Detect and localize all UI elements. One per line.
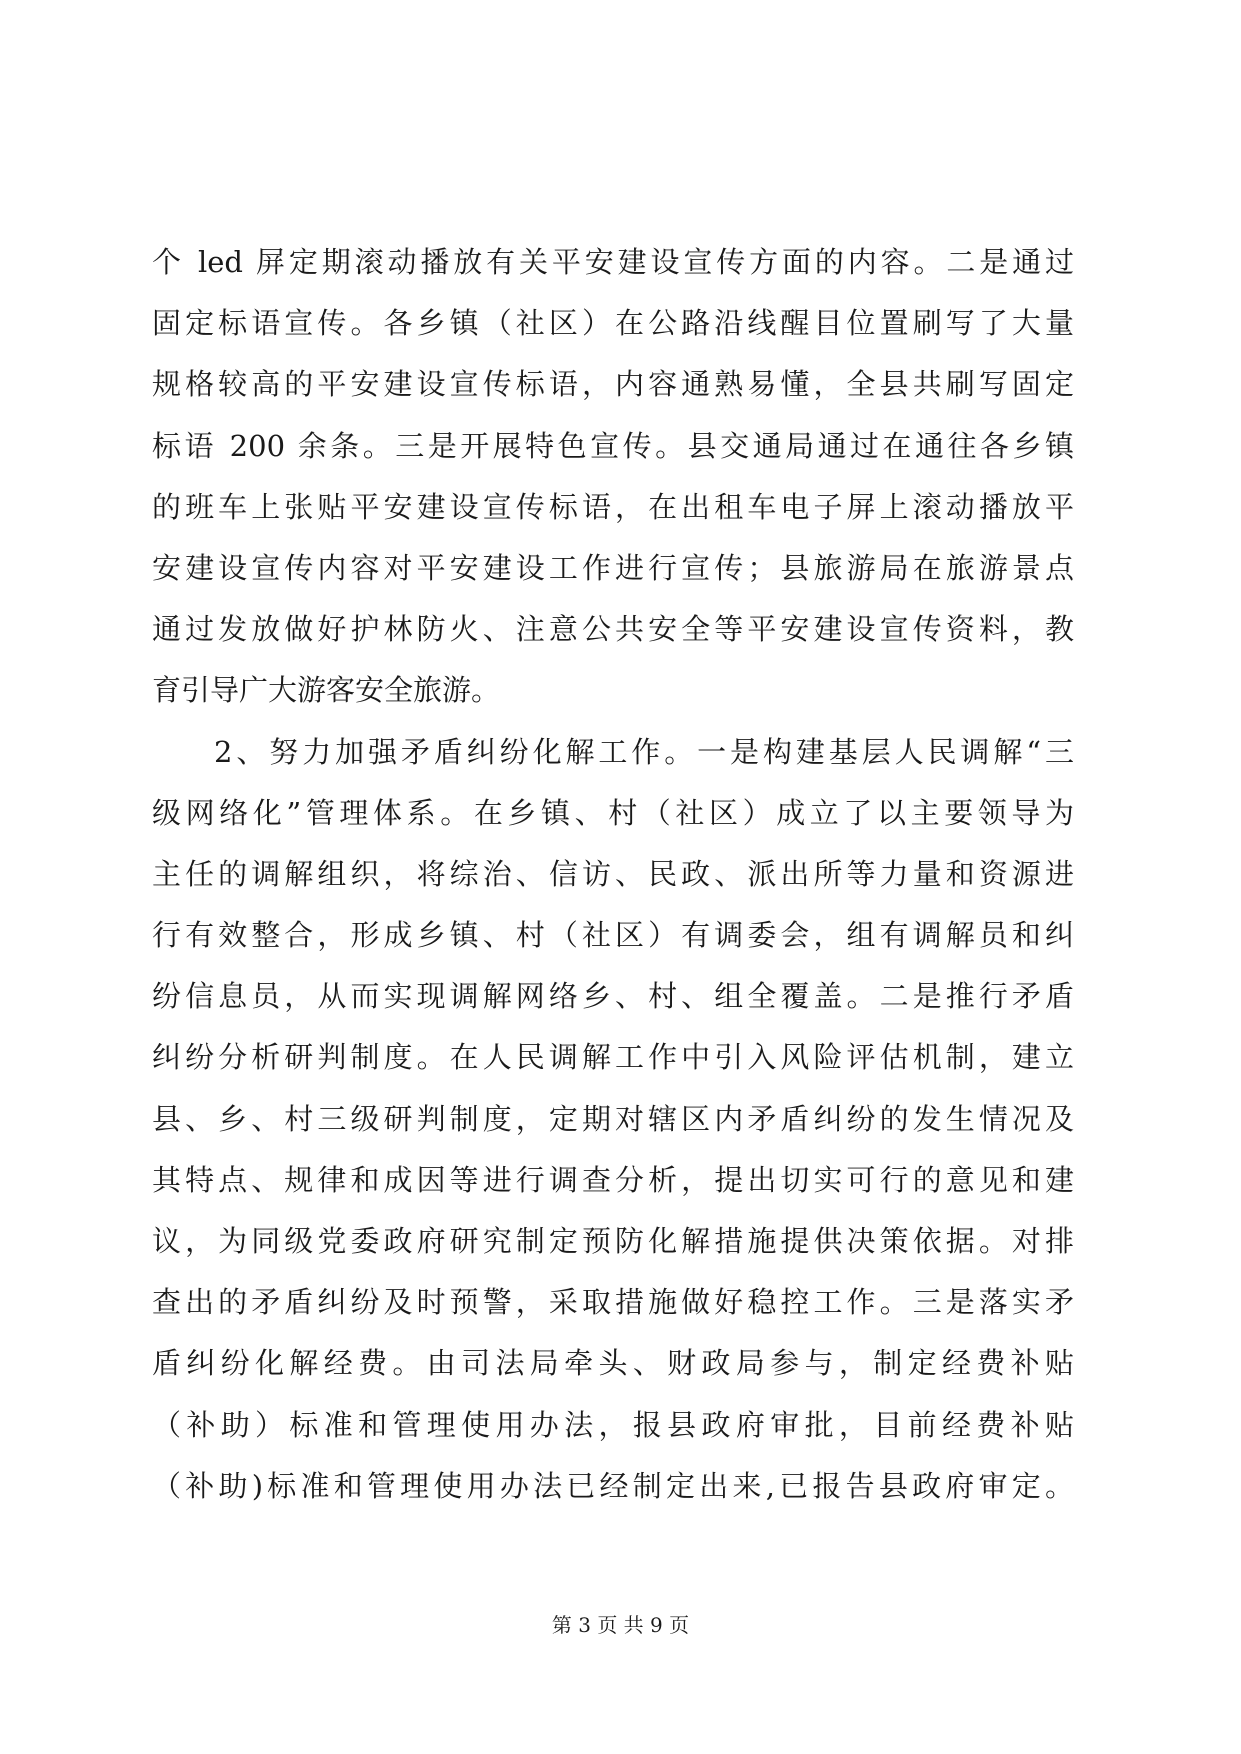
page-number-footer: 第 3 页 共 9 页 [551,1613,690,1637]
text-line: 安建设宣传内容对平安建设工作进行宣传；县旅游局在旅游景点 [152,550,1074,585]
text-line: 规格较高的平安建设宣传标语，内容通熟易懂，全县共刷写固定 [152,367,1074,402]
text-line: 纷信息员，从而实现调解网络乡、村、组全覆盖。二是推行矛盾 [152,979,1074,1014]
text-line: 固定标语宣传。各乡镇（社区）在公路沿线醒目位置刷写了大量 [152,306,1074,341]
text-line: 通过发放做好护林防火、注意公共安全等平安建设宣传资料，教 [152,612,1074,647]
text-line: （补助）标准和管理使用办法，报县政府审批，目前经费补贴 [152,1407,1074,1442]
text-line: 盾纠纷化解经费。由司法局牵头、财政局参与，制定经费补贴 [152,1346,1074,1381]
text-line: 标语 200 余条。三是开展特色宣传。县交通局通过在通往各乡镇 [152,428,1074,463]
text-line: 纠纷分析研判制度。在人民调解工作中引入风险评估机制，建立 [152,1040,1074,1075]
text-line: 议，为同级党委政府研究制定预防化解措施提供决策依据。对排 [152,1224,1074,1258]
paragraph-2 [152,722,1074,1517]
text-line: 县、乡、村三级研判制度，定期对辖区内矛盾纠纷的发生情况及 [152,1101,1074,1136]
body-text [152,232,1074,1517]
text-line: 的班车上张贴平安建设宣传标语，在出租车电子屏上滚动播放平 [152,489,1074,524]
text-line: 育引导广大游客安全旅游。 [152,673,501,708]
text-line: 个 led 屏定期滚动播放有关平安建设宣传方面的内容。二是通过 [152,245,1074,279]
text-line: 主任的调解组织，将综治、信访、民政、派出所等力量和资源进 [152,856,1074,891]
text-line: 2、努力加强矛盾纠纷化解工作。一是构建基层人民调解“三 [214,734,1074,769]
text-line: 查出的矛盾纠纷及时预警，采取措施做好稳控工作。三是落实矛 [152,1285,1074,1320]
text-line: 级网络化”管理体系。在乡镇、村（社区）成立了以主要领导为 [152,795,1074,830]
text-line: （补助)标准和管理使用办法已经制定出来,已报告县政府审定。 [152,1468,1074,1503]
text-line: 其特点、规律和成因等进行调查分析，提出切实可行的意见和建 [152,1162,1074,1197]
text-line: 行有效整合，形成乡镇、村（社区）有调委会，组有调解员和纠 [152,918,1074,953]
paragraph-1 [152,232,1074,722]
